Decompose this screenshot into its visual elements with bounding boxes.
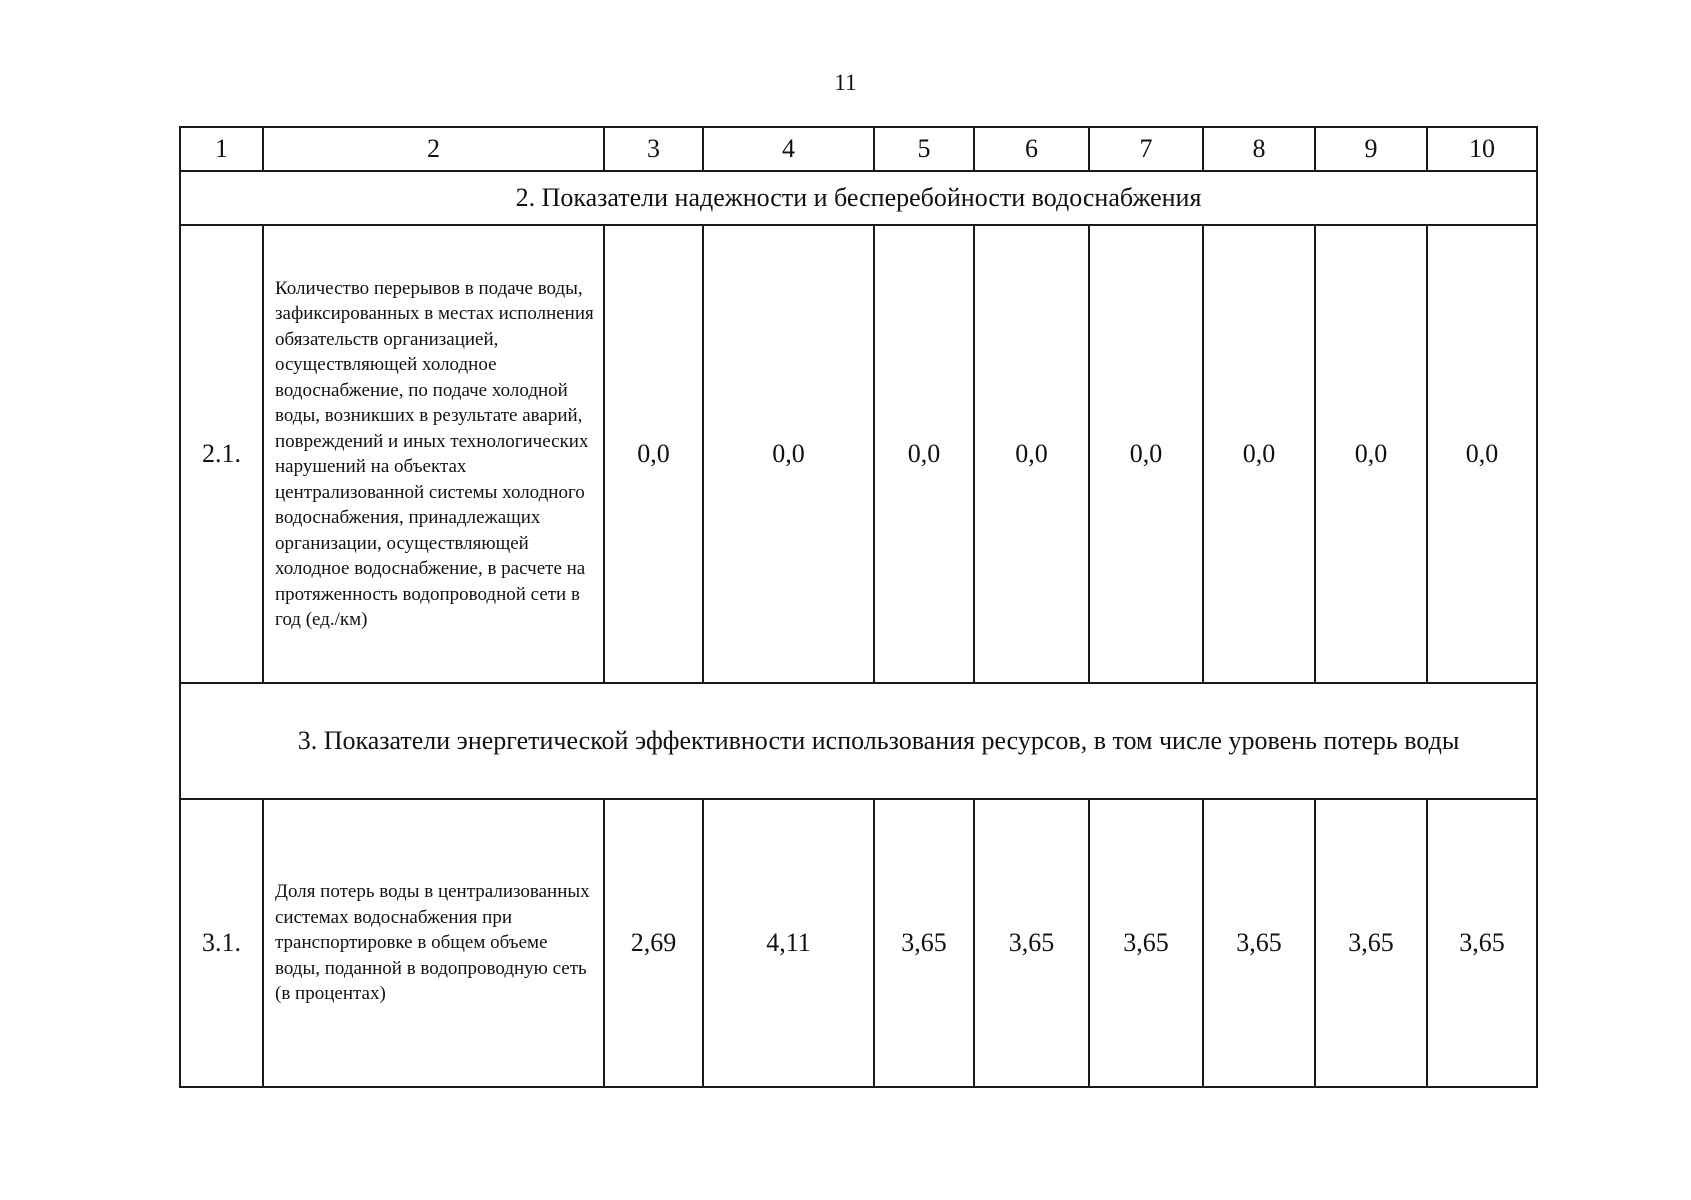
value-cell: 0,0	[874, 225, 974, 683]
section-3-row	[180, 683, 1537, 799]
column-header-10: 10	[1427, 127, 1537, 171]
column-header-3: 3	[604, 127, 703, 171]
row-number: 2.1.	[180, 225, 263, 683]
value-cell: 3,65	[874, 799, 974, 1087]
value-cell: 0,0	[1315, 225, 1427, 683]
column-header-1: 1	[180, 127, 263, 171]
column-header-8: 8	[1203, 127, 1315, 171]
column-header-9: 9	[1315, 127, 1427, 171]
value-cell: 0,0	[974, 225, 1089, 683]
value-cell: 0,0	[1203, 225, 1315, 683]
value-cell: 3,65	[974, 799, 1089, 1087]
value-cell: 3,65	[1203, 799, 1315, 1087]
column-header-6: 6	[974, 127, 1089, 171]
value-cell: 2,69	[604, 799, 703, 1087]
row-number: 3.1.	[180, 799, 263, 1087]
column-header-7: 7	[1089, 127, 1203, 171]
value-cell: 4,11	[703, 799, 874, 1087]
value-cell: 0,0	[604, 225, 703, 683]
value-cell: 0,0	[1427, 225, 1537, 683]
column-header-5: 5	[874, 127, 974, 171]
value-cell: 3,65	[1427, 799, 1537, 1087]
page-number: 11	[834, 70, 857, 95]
column-header-row	[180, 127, 1537, 171]
value-cell: 3,65	[1315, 799, 1427, 1087]
section-2-title: 2. Показатели надежности и бесперебойности водоснабжения	[180, 171, 1537, 225]
column-header-2: 2	[263, 127, 604, 171]
indicators-table	[179, 126, 1538, 1088]
value-cell: 0,0	[1089, 225, 1203, 683]
row-description: Доля потерь воды в централизованных системах водоснабжения при транспортировке в общем объеме воды, поданной в водопроводную сеть (в процентах)	[263, 799, 604, 1087]
section-3-title: 3. Показатели энергетической эффективности использования ресурсов, в том числе уровень потерь воды	[180, 683, 1537, 799]
table-row	[180, 799, 1537, 1087]
row-description: Количество перерывов в подаче воды, зафиксированных в местах исполнения обязательств организацией, осуществляющей холодное водоснабжение, по подаче холодной воды, возникших в результате аварий, повреждений и иных технологических нарушений на объектах централизованной системы холодного водоснабжения, принадлежащих организации, осуществляющей холодное водоснабжение, в расчете на протяженность водопроводной сети в год (ед./км)	[263, 225, 604, 683]
column-header-4: 4	[703, 127, 874, 171]
value-cell: 3,65	[1089, 799, 1203, 1087]
section-2-row	[180, 171, 1537, 225]
value-cell: 0,0	[703, 225, 874, 683]
table-row	[180, 225, 1537, 683]
